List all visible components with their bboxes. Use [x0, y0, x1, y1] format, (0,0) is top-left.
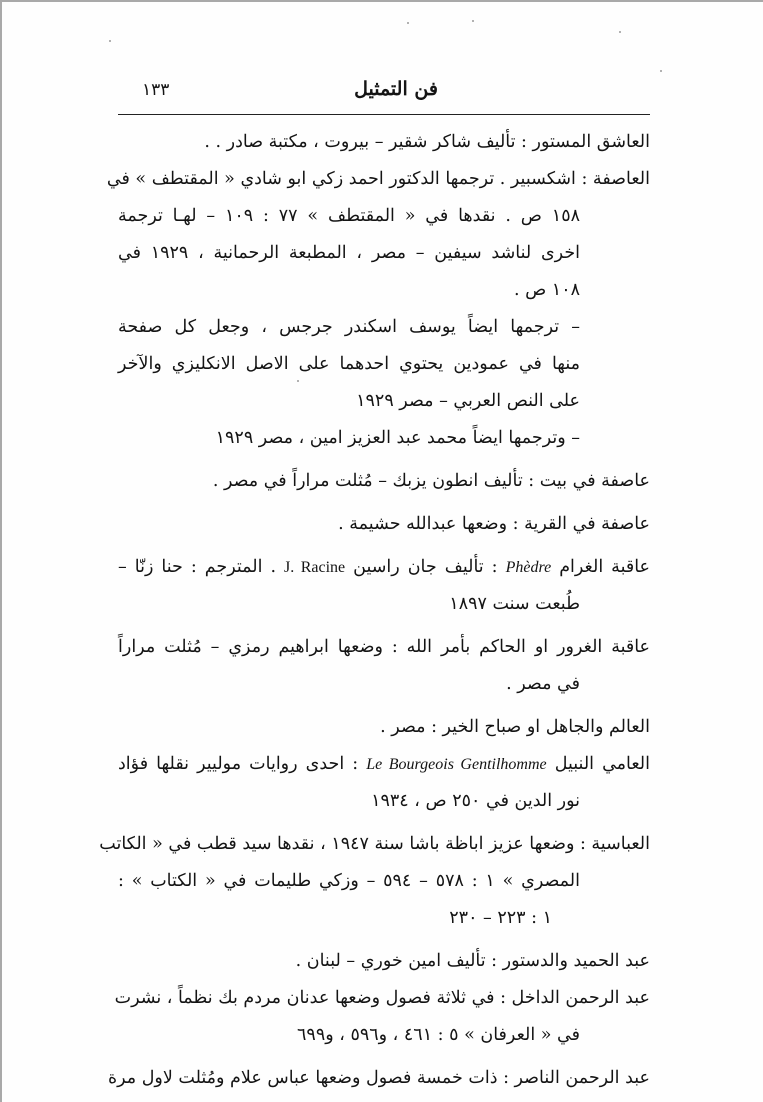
- entry-line: [118, 549, 650, 586]
- scan-speck: [660, 70, 662, 72]
- entry-line: ١ : ٢٢٣ – ٢٣٠: [449, 908, 552, 928]
- entry-line: طُبعت سنت ١٨٩٧: [449, 594, 580, 614]
- entry-line: المصري » ١ : ٥٧٨ – ٥٩٤ – وزكي طليمات في « الكتاب » :: [118, 871, 580, 891]
- entry-line: منها في عمودين يحتوي احدهما على الاصل الانكليزي والآخر: [118, 354, 580, 374]
- entry-text: : احدى روايات موليير نقلها فؤاد: [118, 754, 367, 774]
- entry-line: – ترجمها ايضاً يوسف اسكندر جرجس ، وجعل كل صفحة: [118, 317, 580, 337]
- latin-author: J. Racine: [284, 559, 346, 576]
- scan-speck: [472, 20, 474, 22]
- entry-line: على النص العربي – مصر ١٩٢٩: [356, 391, 580, 411]
- scan-speck: [619, 31, 621, 33]
- entry-al-alim-wal-jahil: [118, 709, 650, 746]
- entry-line: اخرى لناشد سيفين – مصر ، المطبعة الرحمانية ، ١٩٢٩ في: [118, 243, 581, 263]
- entry-title: عاقبة الغرام: [559, 557, 650, 577]
- scan-speck: [407, 22, 409, 24]
- entry-line: عبد الرحمن الداخل : في ثلاثة فصول وضعها عدنان مردم بك نظماً ، نشرت: [114, 988, 650, 1008]
- entry-asifa-fi-bayt: [118, 463, 650, 500]
- latin-title: Phèdre: [505, 559, 552, 576]
- entry-abd-al-rahman-al-dakhil: [114, 980, 650, 1054]
- entry-aqibat-al-gharam: [118, 549, 650, 623]
- entry-line: عبد الحميد والدستور : تأليف امين خوري – لبنان .: [295, 951, 650, 971]
- bibliography-list: [99, 124, 651, 1097]
- entry-line: ١٥٨ ص . نقدها في « المقتطف » ٧٧ : ١٠٩ – لهـا ترجمة: [118, 206, 580, 226]
- entry-al-asifa: [106, 161, 650, 457]
- entry-al-abbasa: [99, 826, 650, 937]
- entry-line: العاشق المستور : تأليف شاكر شقير – بيروت ، مكتبة صادر . .: [204, 132, 650, 152]
- entry-text: . المترجم : حنا زنّا –: [118, 557, 285, 577]
- entry-abd-al-rahman-al-nasir: [107, 1060, 650, 1097]
- entry-line: عبد الرحمن الناصر : ذات خمسة فصول وضعها عباس علام ومُثلت لاول مرة: [107, 1068, 650, 1088]
- entry-line: العباسية : وضعها عزيز اباظة باشا سنة ١٩٤٧ ، نقدها سيد قطب في « الكاتب: [99, 834, 650, 854]
- page-number: ١٣٣: [142, 80, 170, 100]
- entry-line: – وترجمها ايضاً محمد عبد العزيز امين ، مصر ١٩٢٩: [215, 428, 580, 448]
- running-title: فن التمثيل: [354, 78, 438, 100]
- entry-line: في « العرفان » ٥ : ٤٦١ ، و٥٩٦ ، و٦٩٩: [297, 1025, 580, 1045]
- scan-speck: [109, 40, 111, 42]
- page-header: [142, 78, 650, 112]
- entry-line: العالم والجاهل او صباح الخير : مصر .: [380, 717, 650, 737]
- entry-line: ١٠٨ ص .: [513, 280, 580, 300]
- entry-line: [118, 746, 650, 783]
- header-rule: [118, 114, 650, 115]
- scan-speck: [297, 380, 299, 382]
- entry-al-ammi-al-nabil: [118, 746, 650, 820]
- entry-text: : تأليف جان راسين: [345, 557, 506, 577]
- entry-aqibat-al-ghurur: [118, 629, 650, 703]
- entry-line: العاصفة : اشكسبير . ترجمها الدكتور احمد زكي ابو شادي « المقتطف » في: [106, 169, 650, 189]
- entry-line: عاصفة في بيت : تأليف انطون يزبك – مُثلت مراراً في مصر .: [212, 471, 650, 491]
- entry-abd-al-hamid: [118, 943, 650, 980]
- entry-line: في مصر .: [506, 674, 580, 694]
- entry-line: عاقبة الغرور او الحاكم بأمر الله : وضعها ابراهيم رمزي – مُثلت مراراً: [118, 637, 650, 657]
- latin-title: Le Bourgeois Gentilhomme: [366, 756, 547, 773]
- entry-line: عاصفة في القرية : وضعها عبدالله حشيمة .: [338, 514, 650, 534]
- entry-title: العامي النبيل: [554, 754, 651, 774]
- entry-asifa-fi-al-qarya: [118, 506, 650, 543]
- entry-al-ashiq-al-mastur: [118, 124, 650, 161]
- entry-line: نور الدين في ٢٥٠ ص ، ١٩٣٤: [371, 791, 580, 811]
